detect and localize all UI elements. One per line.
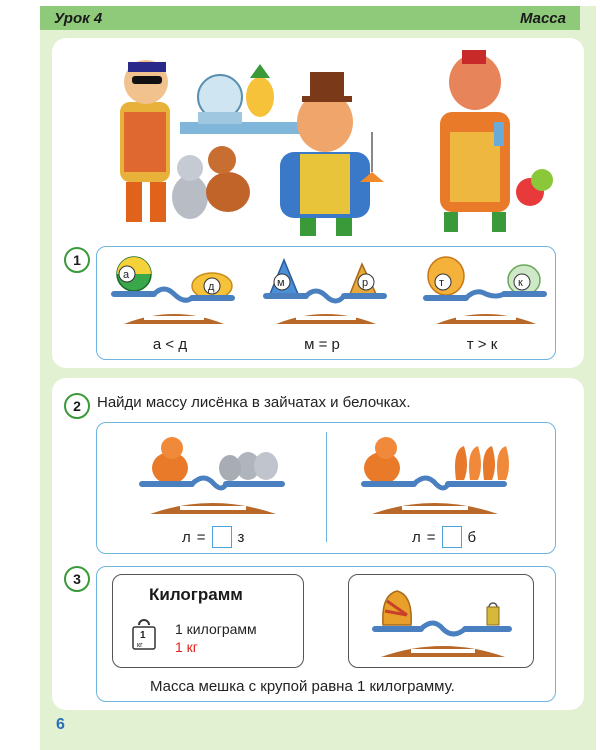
relation-2: м = р — [304, 336, 340, 353]
page-number: 6 — [56, 716, 65, 733]
relation-1: а < д — [152, 336, 188, 353]
eq1-right: з — [237, 528, 245, 546]
scale-2-right-letter: р — [362, 277, 369, 289]
sack-weight-card — [348, 574, 534, 668]
task-2-text: Найди массу лисёнка в зайчатах и белочках. — [97, 394, 411, 411]
topic-title: Масса — [519, 9, 566, 27]
kilogram-title: Килограмм — [149, 585, 243, 604]
equation-fox-bunnies — [182, 526, 244, 548]
seller-left-figure — [120, 60, 170, 222]
kilogram-short-text: 1 кг — [175, 639, 198, 655]
balance-scale-3 — [416, 252, 556, 332]
counter-scale-figure — [180, 64, 300, 134]
fox-bunnies-scale — [130, 430, 300, 520]
eq1-sign: = — [196, 528, 206, 546]
eq2-answer-box[interactable] — [442, 526, 462, 548]
kg-icon-unit: кг — [137, 642, 143, 649]
eq2-right: б — [467, 528, 477, 546]
cat-dog-figure — [172, 146, 250, 219]
scale-1-left-letter: а — [123, 269, 130, 281]
fox-squirrels-scale — [352, 430, 522, 520]
task-2-number: 2 — [64, 393, 90, 419]
eq2-sign: = — [426, 528, 436, 546]
eq1-left: л — [182, 528, 191, 546]
task-1-number: 1 — [64, 247, 90, 273]
balance-scale-2 — [256, 252, 396, 332]
kilogram-full-text: 1 килограмм — [175, 621, 257, 637]
kg-weight-icon — [131, 619, 157, 651]
task-2-divider — [326, 432, 327, 542]
seller-middle-figure — [280, 72, 384, 236]
kg-icon-number: 1 — [140, 630, 146, 641]
eq2-left: л — [412, 528, 421, 546]
scale-3-left-letter: т — [439, 277, 445, 289]
sack-balance-scale — [363, 581, 523, 663]
relation-3: т > к — [466, 336, 498, 353]
task-3-number: 3 — [64, 566, 90, 592]
balance-scale-1 — [104, 252, 244, 332]
kilogram-card — [112, 574, 304, 668]
page-header — [40, 6, 580, 30]
scale-3-right-letter: к — [518, 277, 523, 289]
task-3-caption: Масса мешка с крупой равна 1 килограмму. — [150, 678, 455, 695]
lesson-title: Урок 4 — [54, 9, 103, 27]
scale-2-left-letter: м — [277, 277, 285, 289]
scale-1-right-letter: д — [208, 281, 215, 293]
market-illustration — [110, 42, 560, 238]
equation-fox-squirrels — [412, 526, 476, 548]
eq1-answer-box[interactable] — [212, 526, 232, 548]
seller-right-figure — [440, 50, 553, 232]
